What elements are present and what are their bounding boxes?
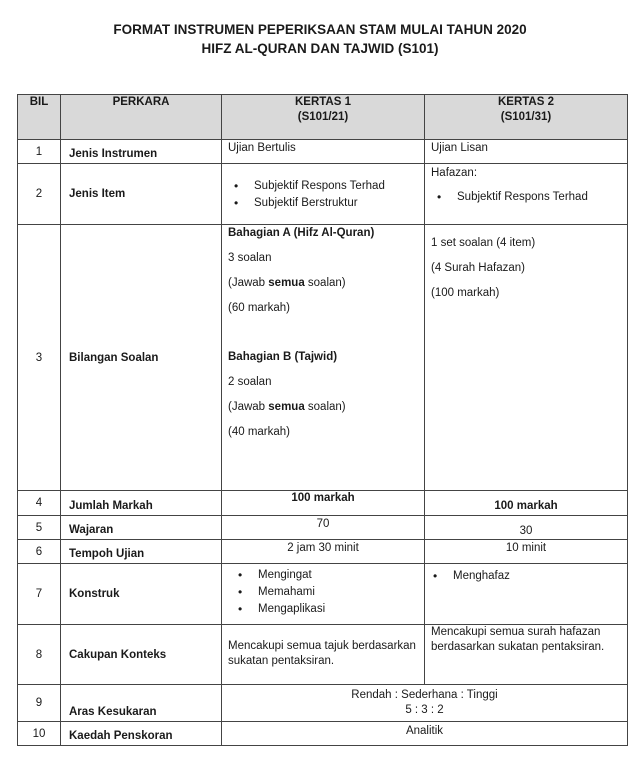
row-number: 4 [18,491,61,516]
bahagian-b-markah: (40 markah) [228,426,290,438]
bahagian-b-heading: Bahagian B (Tajwid) [228,351,338,363]
list-item: • Mengaplikasi [258,601,418,618]
bahagian-a-markah: (60 markah) [228,302,290,314]
table-row [18,140,628,164]
bahagian-a-heading: Bahagian A (Hifz Al-Quran) [228,227,375,239]
row-number: 7 [18,564,61,625]
format-table [17,94,628,746]
row-label: Wajaran [61,516,222,540]
table-row [18,164,628,225]
kertas1-cell: Mencakupi semua tajuk berdasarkan sukatan pentaksiran. [222,625,425,685]
kertas1-cell: 100 markah [222,491,425,516]
table-row [18,685,628,722]
table-row [18,516,628,540]
kertas2-cell: Mencakupi semua surah hafazan berdasarkan sukatan pentaksiran. [425,625,628,685]
konstruk-list [228,567,418,618]
row-number: 2 [18,164,61,225]
row-label: Cakupan Konteks [61,625,222,685]
surah-hafazan: (4 Surah Hafazan) [431,262,525,274]
row-number: 5 [18,516,61,540]
row-label: Bilangan Soalan [61,225,222,491]
list-item: • Memahami [258,584,418,601]
kertas1-cell [222,225,425,491]
bahagian-b-count: 2 soalan [228,376,272,388]
kertas2-cell: 10 minit [425,540,628,564]
kertas1-cell: 70 [222,516,425,540]
table-row [18,625,628,685]
header-kertas-2 [425,95,628,140]
list-item: • Subjektif Respons Terhad [457,189,621,206]
set-soalan: 1 set soalan (4 item) [431,237,536,249]
kertas1-code: (S101/21) [297,111,349,123]
table-row [18,225,628,491]
row-label: Jenis Item [61,164,222,225]
kertas2-cell [425,564,628,625]
list-item: • Mengingat [258,567,418,584]
header-kertas-1 [222,95,425,140]
kertas2-title: KERTAS 2 [497,96,555,108]
row-number: 8 [18,625,61,685]
row-label: Jenis Instrumen [61,140,222,164]
kertas2-code: (S101/31) [500,111,552,123]
row-number: 1 [18,140,61,164]
row-label: Jumlah Markah [61,491,222,516]
header-perkara: PERKARA [61,95,222,140]
kaedah-penskoran-value: Analitik [222,722,628,746]
list-item: • Subjektif Respons Terhad [254,178,418,195]
table-row [18,540,628,564]
bahagian-b-jawab: (Jawab semua soalan) [228,401,346,413]
bahagian-a-jawab: (Jawab semua soalan) [228,277,346,289]
row-number: 3 [18,225,61,491]
kertas2-cell: Ujian Lisan [425,140,628,164]
title-line-1: FORMAT INSTRUMEN PEPERIKSAAN STAM MULAI TAHUN 2020 [113,22,527,37]
table-row [18,491,628,516]
header-bil: BIL [18,95,61,140]
row-label: Kaedah Penskoran [61,722,222,746]
kertas2-cell: 30 [425,516,628,540]
bahagian-a-count: 3 soalan [228,252,272,264]
kertas1-cell: Ujian Bertulis [222,140,425,164]
list-item: • Menghafaz [453,568,621,585]
row-number: 9 [18,685,61,722]
aras-ratio-values: 5 : 3 : 2 [405,704,444,716]
jenis-item-list [431,189,621,206]
row-label: Konstruk [61,564,222,625]
kertas1-cell: 2 jam 30 minit [222,540,425,564]
document-title [0,20,640,58]
row-label: Tempoh Ujian [61,540,222,564]
title-line-2: HIFZ AL-QURAN DAN TAJWID (S101) [201,41,439,56]
row-number: 6 [18,540,61,564]
kertas2-cell [425,225,628,491]
table-row [18,722,628,746]
kertas1-cell [222,164,425,225]
kertas2-cell: 100 markah [425,491,628,516]
konstruk-list [431,568,621,585]
list-item: • Subjektif Berstruktur [254,195,418,212]
kertas1-title: KERTAS 1 [294,96,352,108]
jenis-item-list [228,178,418,212]
aras-kesukaran-value [222,685,628,722]
row-label: Aras Kesukaran [61,685,222,722]
header-row [18,95,628,140]
aras-ratio-labels: Rendah : Sederhana : Tinggi [351,689,498,701]
row-number: 10 [18,722,61,746]
hafazan-intro: Hafazan: [431,167,478,179]
kertas2-markah: (100 markah) [431,287,500,299]
kertas2-cell [425,164,628,225]
table-row [18,564,628,625]
kertas1-cell [222,564,425,625]
